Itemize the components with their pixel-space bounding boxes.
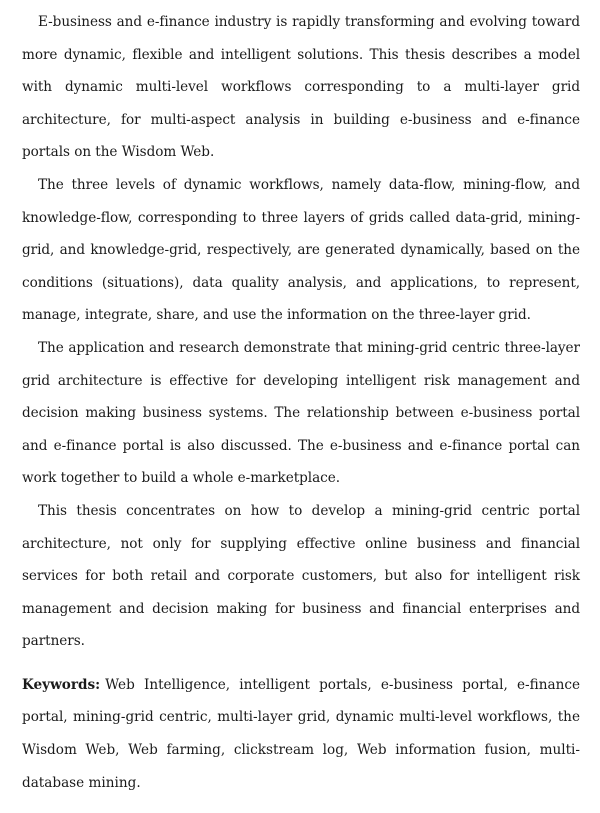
abstract-paragraph-3: The application and research demonstrate that mining-grid centric three-layer grid architecture is effective for developing intelligent risk management and decision making business systems. The relationship between e-business portal and e-finance portal is also discussed. The e-business and e-finance portal can work together to build a whole e-marketplace.	[22, 339, 580, 487]
keywords-section	[22, 669, 580, 799]
keywords-label: Keywords:	[22, 676, 101, 693]
abstract-page	[22, 6, 580, 813]
abstract-paragraph-4: This thesis concentrates on how to develop a mining-grid centric portal architecture, not only for supplying effective online business and financial services for both retail and corporate customers, but also for intelligent risk management and decision making for business and financial enterprises and partners.	[22, 502, 580, 650]
abstract-paragraph-1: E-business and e-finance industry is rapidly transforming and evolving toward more dynamic, flexible and intelligent solutions. This thesis describes a model with dynamic multi-level workflows corresponding to a multi-layer grid architecture, for multi-aspect analysis in building e-business and e-finance portals on the Wisdom Web.	[22, 14, 580, 161]
abstract-paragraph-2: The three levels of dynamic workflows, namely data-flow, mining-flow, and knowledge-flow, corresponding to three layers of grids called data-grid, mining-grid, and knowledge-grid, respectively, are generated dynamically, based on the conditions (situations), data quality analysis, and applications, to represent, manage, integrate, share, and use the information on the three-layer grid.	[22, 176, 580, 324]
keywords-list: Web Intelligence, intelligent portals, e-business portal, e-finance portal, mining-grid centric, multi-layer grid, dynamic multi-level workflows, the Wisdom Web, Web farming, clickstream log, Web information fusion, multi-database mining.	[22, 676, 580, 791]
